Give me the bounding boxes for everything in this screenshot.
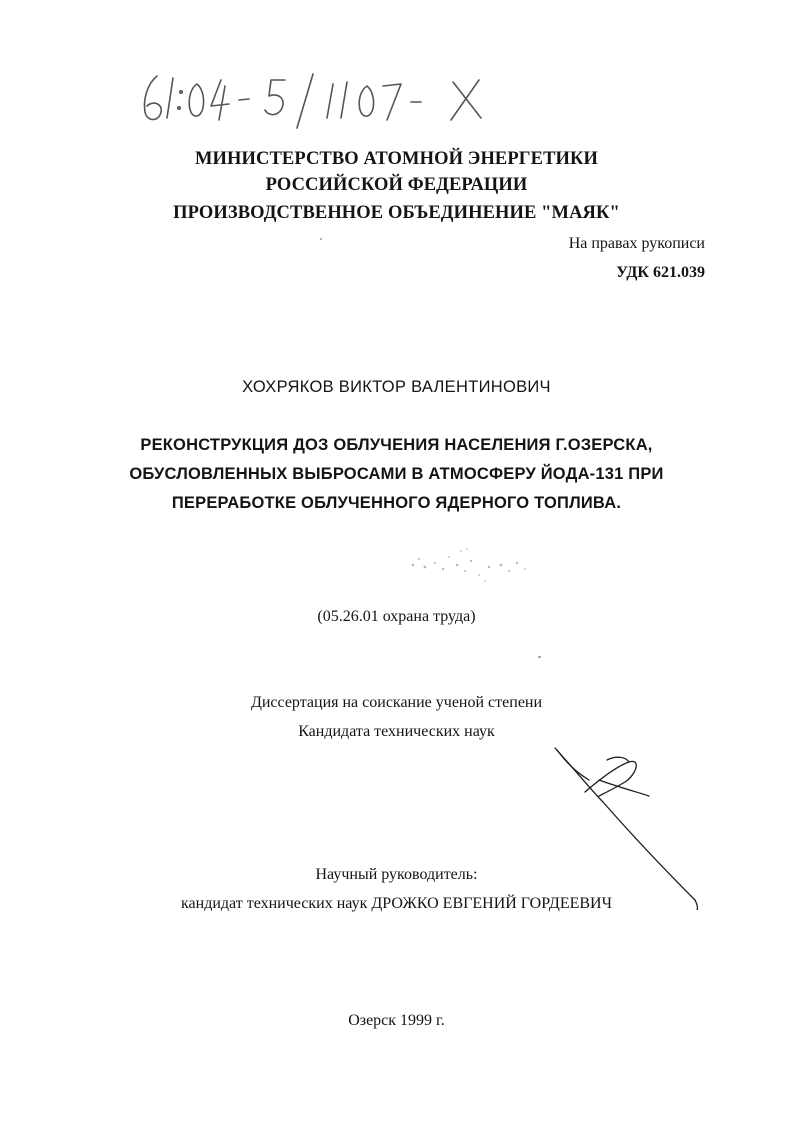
ministry-line-1: МИНИСТЕРСТВО АТОМНОЙ ЭНЕРГЕТИКИ: [194, 149, 599, 169]
place-and-year: Озерск 1999 г.: [348, 1012, 445, 1029]
degree-line-1: Диссертация на соискание ученой степени: [250, 694, 543, 711]
ministry-line-2: РОССИЙСКОЙ ФЕДЕРАЦИИ: [265, 175, 528, 195]
handwritten-archive-code: [135, 62, 505, 132]
scan-smudge: [405, 545, 535, 585]
degree-line-2: Кандидата технических наук: [298, 723, 495, 740]
supervisor-signature: [545, 740, 705, 910]
supervisor-name: кандидат технических наук ДРОЖКО ЕВГЕНИЙ ГОРДЕЕВИЧ: [181, 895, 612, 912]
dissertation-title-line-1: РЕКОНСТРУКЦИЯ ДОЗ ОБЛУЧЕНИЯ НАСЕЛЕНИЯ Г.ОЗЕРСКА,: [140, 436, 653, 454]
rights-note: На правах рукописи: [568, 235, 705, 252]
dissertation-title-line-2: ОБУСЛОВЛЕННЫХ ВЫБРОСАМИ В АТМОСФЕРУ ЙОДА-131 ПРИ: [129, 465, 664, 483]
scan-speck: [538, 656, 541, 658]
scan-speck: [320, 238, 322, 240]
dissertation-title-line-3: ПЕРЕРАБОТКЕ ОБЛУЧЕННОГО ЯДЕРНОГО ТОПЛИВА.: [171, 494, 622, 512]
specialty-code: (05.26.01 охрана труда): [317, 608, 476, 625]
author-name: ХОХРЯКОВ ВИКТОР ВАЛЕНТИНОВИЧ: [242, 378, 551, 396]
udk-code: УДК 621.039: [616, 264, 705, 281]
supervisor-label: Научный руководитель:: [315, 866, 478, 883]
ministry-line-3: ПРОИЗВОДСТВЕННОЕ ОБЪЕДИНЕНИЕ "МАЯК": [173, 203, 620, 223]
